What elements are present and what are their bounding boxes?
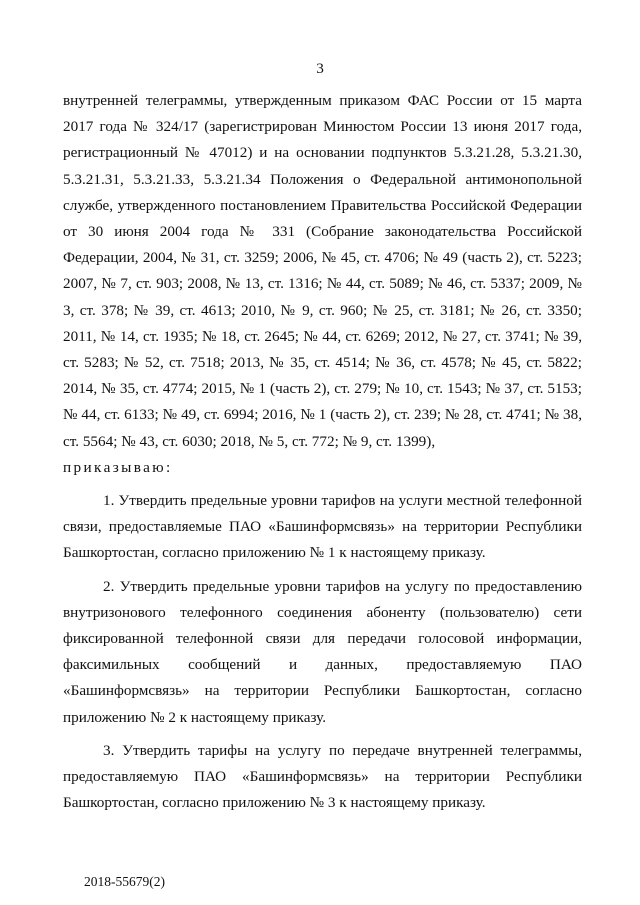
document-body — [63, 88, 582, 816]
page-number: 3 — [316, 60, 324, 77]
order-item-3: 3. Утвердить тарифы на услугу по передаче внутренней телеграммы, предоставляемую ПАО «Башинформсвязь» на территории Республики Башкортостан, согласно приложению № 3 к настоящему приказу. — [63, 741, 582, 812]
document-code: 2018-55679(2) — [84, 874, 165, 889]
order-word: приказываю: — [63, 458, 173, 476]
order-item-1: 1. Утвердить предельные уровни тарифов на услуги местной телефонной связи, предоставляемые ПАО «Башинформсвязь» на территории Республики Башкортостан, согласно приложению № 1 к настоящему приказу. — [63, 492, 582, 562]
order-item-2: 2. Утвердить предельные уровни тарифов на услугу по предоставлению внутризонового телефонного соединения абоненту (пользователю) сети фиксированной телефонной связи для передачи голосовой информации, факсимильных сообщений и данных, предоставляемую ПАО «Башинформсвязь» на территории Республики Башкортостан, согласно приложению № 2 к настоящему приказу. — [63, 577, 582, 726]
preamble-paragraph: внутренней телеграммы, утвержденным приказом ФАС России от 15 марта 2017 года № 324/17 (зарегистрирован Минюстом России 13 июня 2017 года, регистрационный № 47012) и на основании подпунктов 5.3.21.28, 5.3.21.30, 5.3.21.31, 5.3.21.33, 5.3.21.34 Положения о Федеральной антимонопольной службе, утвержденного постановлением Правительства Российской Федерации от 30 июня 2004 года № 331 (Собрание законодательства Российской Федерации, 2004, № 31, ст. 3259; 2006, № 45, ст. 4706; № 49 (часть 2), ст. 5223; 2007, № 7, ст. 903; 2008, № 13, ст. 1316; № 44, ст. 5089; № 46, ст. 5337; 2009, № 3, ст. 378; № 39, ст. 4613; 2010, № 9, ст. 960; № 25, ст. 3181; № 26, ст. 3350; 2011, № 14, ст. 1935; № 18, ст. 2645; № 44, ст. 6269; 2012, № 27, ст. 3741; № 39, ст. 5283; № 52, ст. 7518; 2013, № 35, ст. 4514; № 36, ст. 4578; № 45, ст. 5822; 2014, № 35, ст. 4774; 2015, № 1 (часть 2), ст. 279; № 10, ст. 1543; № 37, ст. 5153; № 44, ст. 6133; № 49, ст. 6994; 2016, № 1 (часть 2), ст. 239; № 28, ст. 4741; № 38, ст. 5564; № 43, ст. 6030; 2018, № 5, ст. 772; № 9, ст. 1399), — [63, 92, 582, 450]
